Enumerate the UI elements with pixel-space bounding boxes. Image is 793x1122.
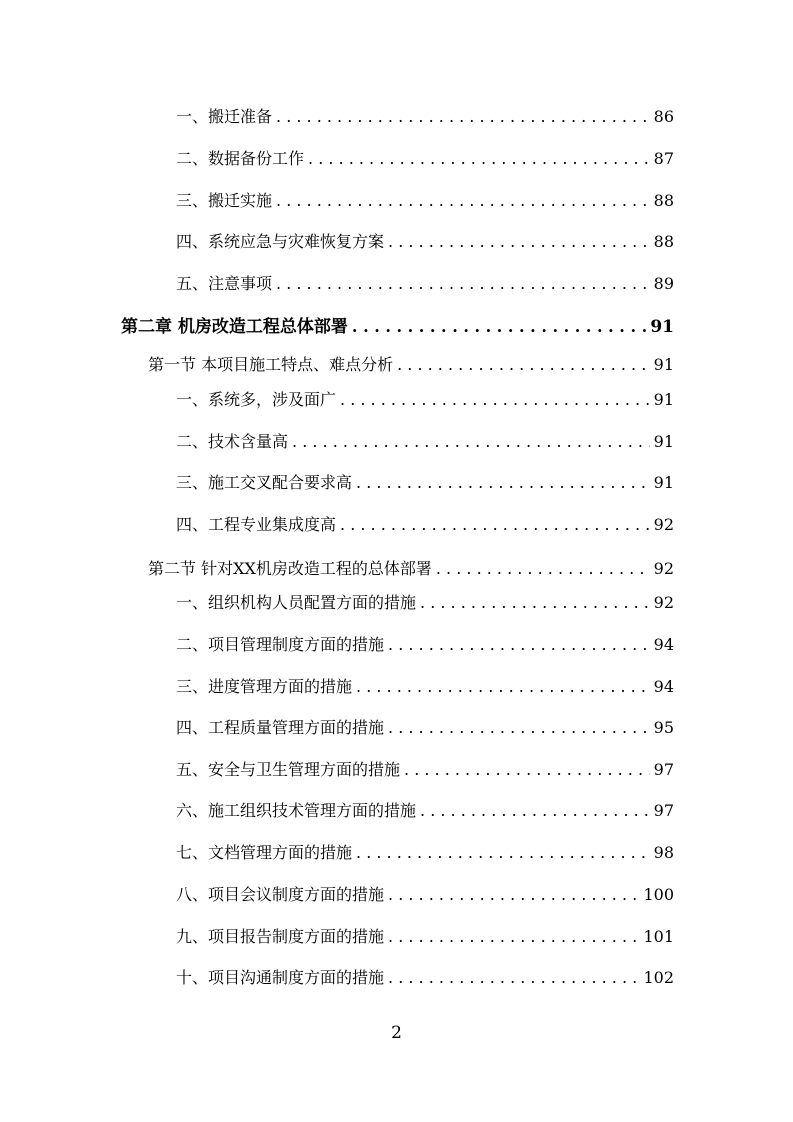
toc-entry-page: 92 [653, 559, 674, 578]
dot-leader [388, 232, 650, 252]
toc-entry-page: 94 [653, 677, 674, 696]
toc-entry[interactable] [176, 432, 674, 452]
toc-entry-title: 二、项目管理制度方面的措施 [176, 635, 385, 654]
toc-entry[interactable] [176, 968, 674, 988]
dot-leader [420, 801, 650, 821]
toc-entry-title: 六、施工组织技术管理方面的措施 [176, 801, 417, 820]
toc-entry[interactable] [176, 149, 674, 169]
toc-entry-title: 四、工程专业集成度高 [176, 515, 337, 534]
toc-entry[interactable] [176, 677, 674, 697]
toc-entry-page: 91 [653, 355, 674, 374]
dot-leader [356, 677, 650, 697]
toc-entry[interactable] [176, 274, 674, 294]
toc-entry[interactable] [176, 107, 674, 127]
toc-entry[interactable] [176, 885, 674, 905]
dot-leader [356, 843, 650, 863]
toc-entry-page: 94 [653, 635, 674, 654]
dot-leader [292, 432, 650, 452]
toc-entry-title: 第二章 机房改造工程总体部署 [121, 317, 348, 337]
toc-entry-title: 五、注意事项 [176, 274, 273, 293]
dot-leader [436, 559, 650, 579]
toc-chapter-entry[interactable] [121, 317, 674, 337]
toc-entry-page: 88 [653, 232, 674, 251]
toc-entry-title: 十、项目沟通制度方面的措施 [176, 968, 385, 987]
toc-entry[interactable] [176, 635, 674, 655]
toc-entry-title: 三、搬迁实施 [176, 191, 273, 210]
toc-entry-page: 89 [653, 274, 674, 293]
toc-entry-page: 91 [650, 317, 674, 337]
toc-entry-title: 九、项目报告制度方面的措施 [176, 927, 385, 946]
toc-entry-page: 95 [653, 718, 674, 737]
dot-leader [276, 191, 650, 211]
toc-entry[interactable] [176, 718, 674, 738]
dot-leader [388, 635, 650, 655]
toc-entry[interactable] [176, 593, 674, 613]
toc-entry-title: 第一节 本项目施工特点、难点分析 [148, 355, 394, 374]
toc-entry-title: 三、进度管理方面的措施 [176, 677, 353, 696]
toc-entry-title: 四、工程质量管理方面的措施 [176, 718, 385, 737]
toc-entry[interactable] [176, 927, 674, 947]
toc-entry-page: 100 [643, 885, 674, 904]
toc-entry[interactable] [176, 191, 674, 211]
toc-entry-title: 一、系统多，涉及面广 [176, 390, 337, 409]
toc-entry[interactable] [176, 515, 674, 535]
toc-entry-page: 97 [653, 801, 674, 820]
toc-entry-page: 92 [653, 515, 674, 534]
page-number: 2 [391, 1023, 402, 1043]
dot-leader [404, 760, 650, 780]
toc-entry[interactable] [176, 801, 674, 821]
toc-entry-page: 86 [653, 107, 674, 126]
toc-entry-title: 七、文档管理方面的措施 [176, 843, 353, 862]
toc-entry-page: 101 [643, 927, 674, 946]
toc-entry[interactable] [176, 232, 674, 252]
dot-leader [340, 390, 650, 410]
toc-section-entry[interactable] [148, 355, 674, 375]
dot-leader [388, 968, 639, 988]
toc-entry-page: 97 [653, 760, 674, 779]
dot-leader [276, 107, 650, 127]
toc-entry-page: 92 [653, 593, 674, 612]
dot-leader [420, 593, 650, 613]
dot-leader [388, 927, 639, 947]
toc-entry[interactable] [176, 390, 674, 410]
toc-entry-page: 88 [653, 191, 674, 210]
toc-entry-page: 91 [653, 432, 674, 451]
toc-entry-page: 102 [643, 968, 674, 987]
dot-leader [308, 149, 650, 169]
toc-entry-title: 一、搬迁准备 [176, 107, 273, 126]
toc-entry-title: 一、组织机构人员配置方面的措施 [176, 593, 417, 612]
dot-leader [356, 473, 650, 493]
toc-entry-page: 91 [653, 473, 674, 492]
toc-entry[interactable] [176, 843, 674, 863]
toc-entry-page: 87 [653, 149, 674, 168]
toc-entry-title: 三、施工交叉配合要求高 [176, 473, 353, 492]
dot-leader [397, 355, 650, 375]
dot-leader [352, 317, 646, 337]
toc-entry-title: 二、技术含量高 [176, 432, 289, 451]
toc-entry-title: 八、项目会议制度方面的措施 [176, 885, 385, 904]
toc-entry[interactable] [176, 473, 674, 493]
toc-entry-title: 四、系统应急与灾难恢复方案 [176, 232, 385, 251]
dot-leader [340, 515, 650, 535]
toc-entry-page: 91 [653, 390, 674, 409]
dot-leader [388, 718, 650, 738]
toc-entry-title: 五、安全与卫生管理方面的措施 [176, 760, 401, 779]
toc-entry-title: 第二节 针对XX机房改造工程的总体部署 [148, 559, 432, 578]
toc-entry-title: 二、数据备份工作 [176, 149, 305, 168]
toc-entry-page: 98 [653, 843, 674, 862]
toc-section-entry[interactable] [148, 559, 674, 579]
dot-leader [276, 274, 650, 294]
dot-leader [388, 885, 639, 905]
toc-entry[interactable] [176, 760, 674, 780]
